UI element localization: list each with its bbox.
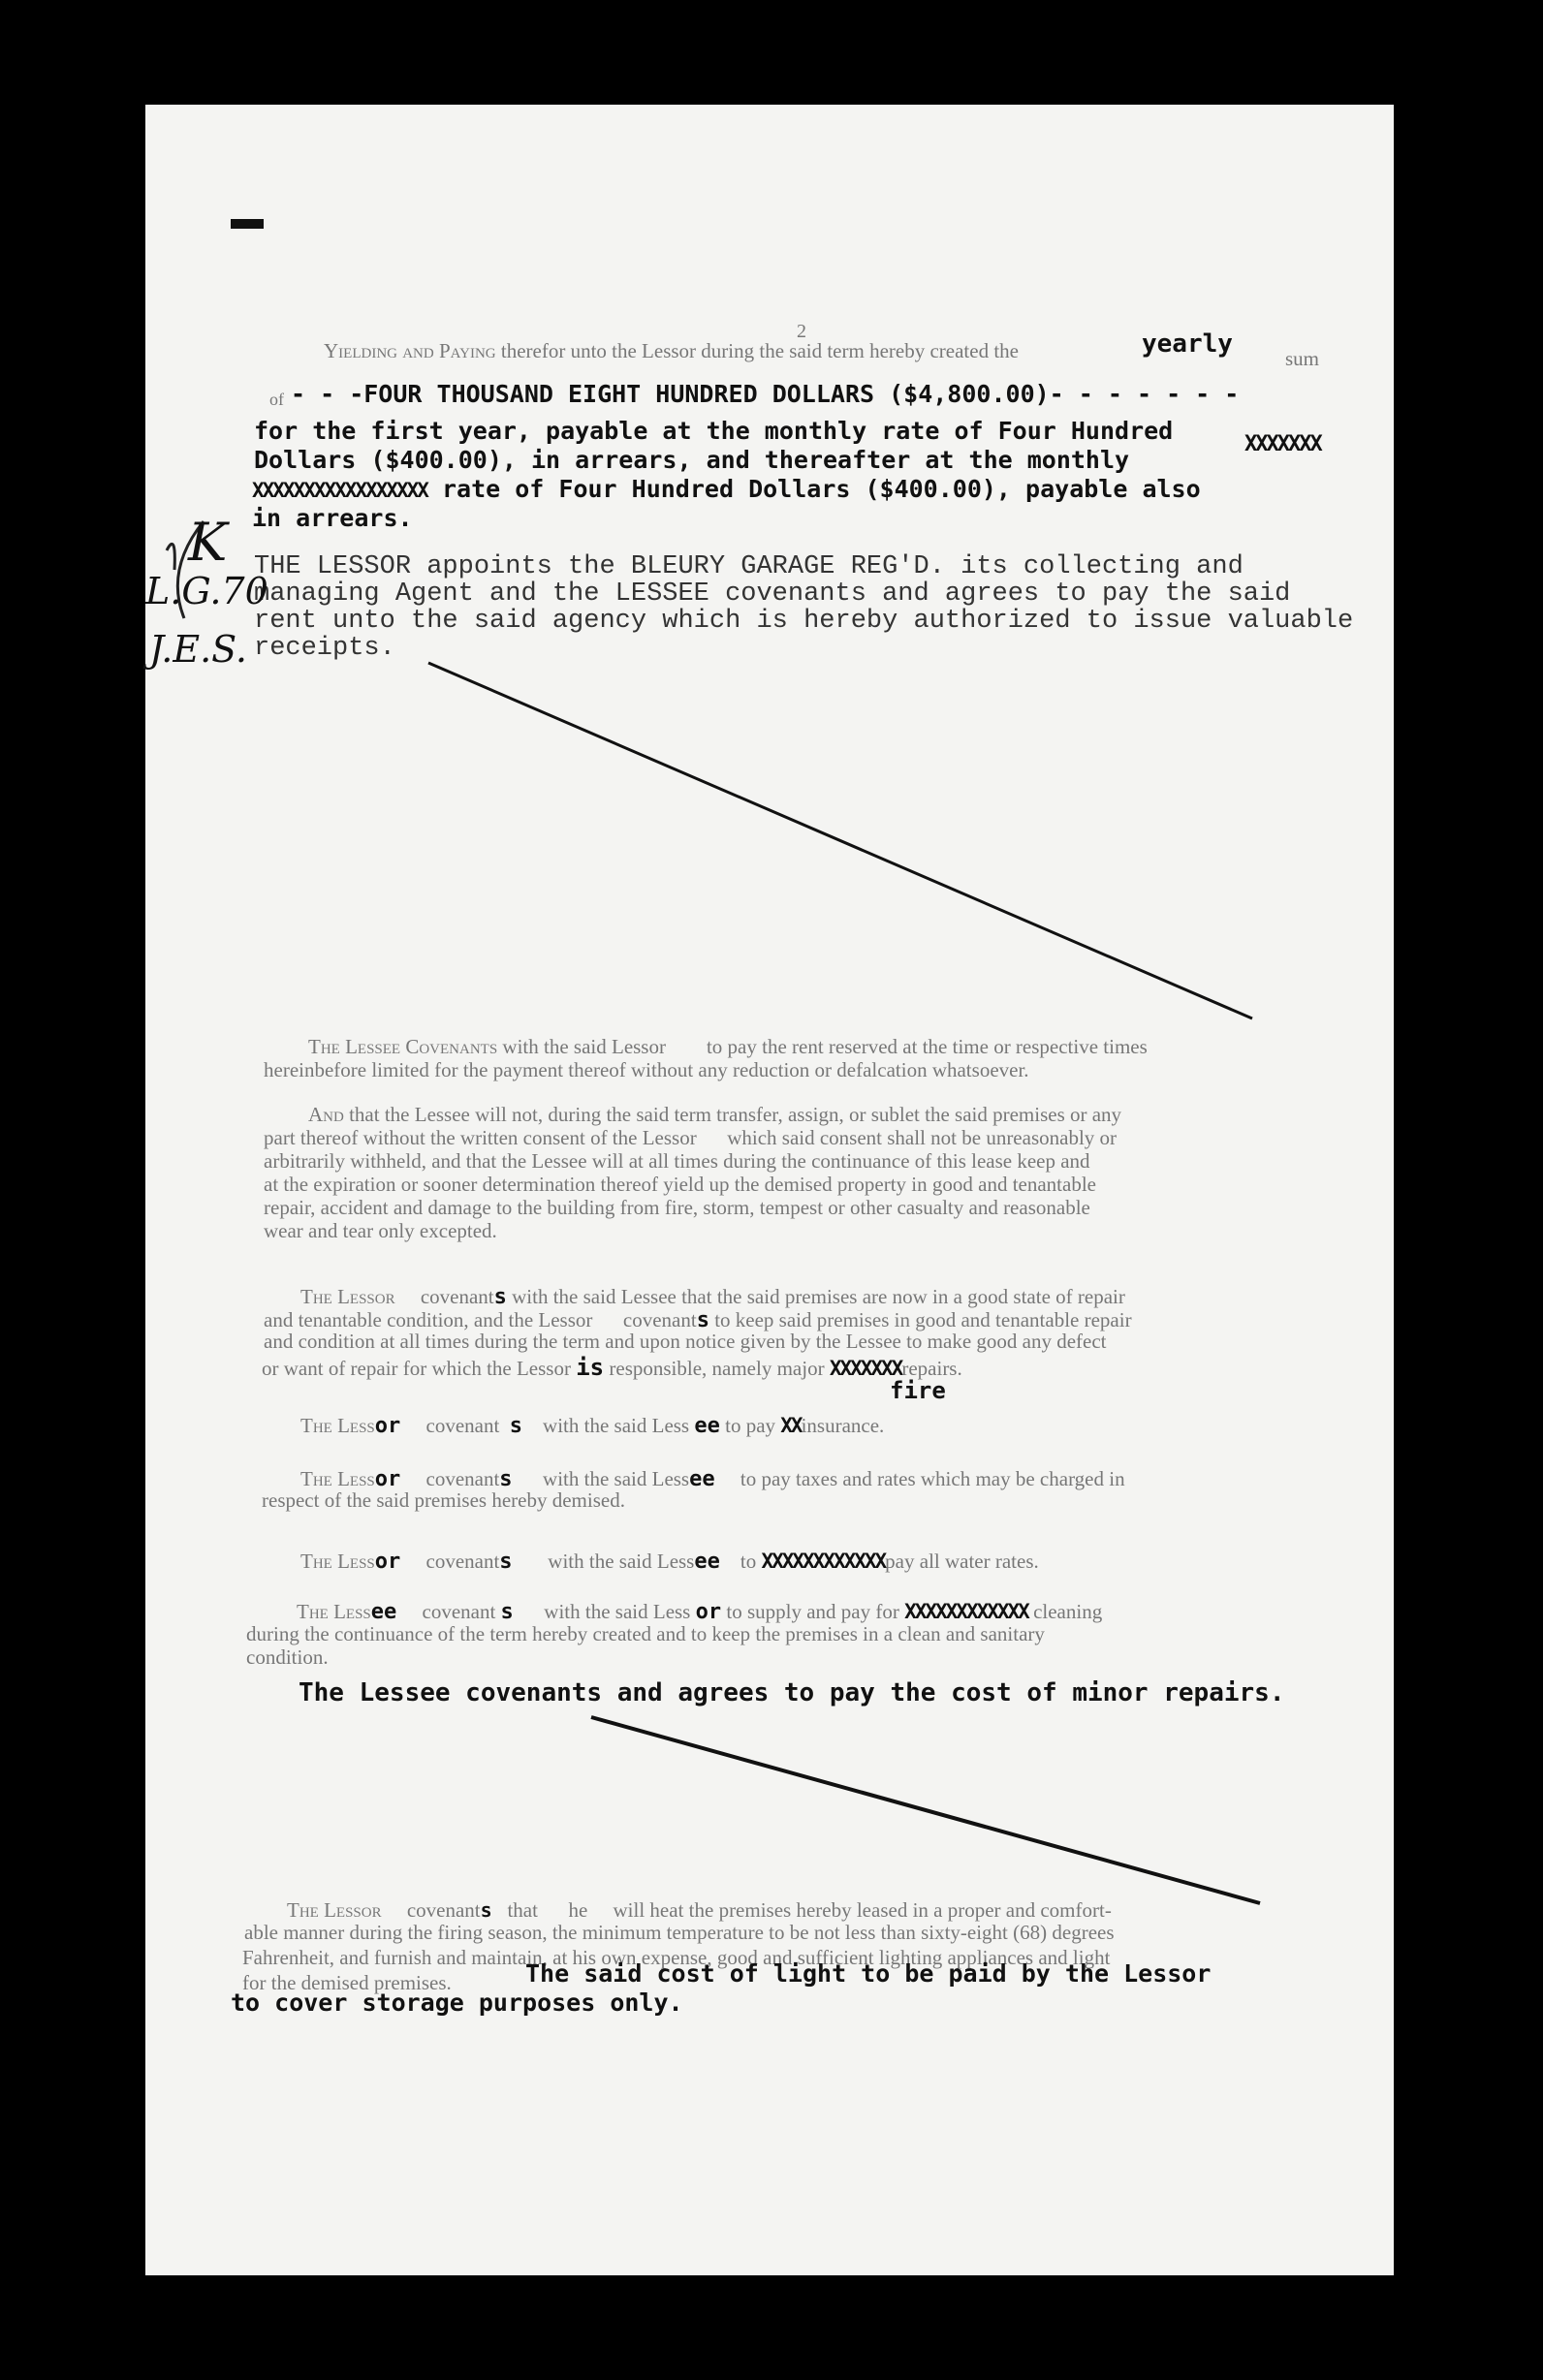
lessee-covenants-line: [308, 1035, 1148, 1058]
yielding-lead: Yielding and Paying: [324, 339, 496, 362]
repair-text: or want of repair for which the Lessor: [262, 1357, 577, 1380]
taxes-mid: with the said Less: [512, 1467, 690, 1490]
cleaning-line: during the continuance of the term hereby created and to keep the premises in a clean and sanitary: [246, 1622, 1045, 1645]
assign-line: repair, accident and damage to the building from fire, storm, tempest or other casualty and reasonable: [264, 1196, 1090, 1219]
initials-jes: J.E.S.: [149, 628, 247, 671]
yielding-line: [324, 339, 1019, 362]
insurance-lead: The Less: [300, 1414, 375, 1437]
agent-clause-line: THE LESSOR appoints the BLEURY GARAGE REG'D. its collecting and: [254, 552, 1244, 581]
assign-line: arbitrarily withheld, and that the Lessee will at all times during the continuance of this lease keep and: [264, 1149, 1090, 1173]
heat-text: will heat the premises hereby leased in a proper and comfort-: [587, 1898, 1112, 1922]
typed-or: or: [374, 1467, 401, 1491]
sum-label: sum: [1285, 347, 1320, 370]
yielding-text: therefor unto the Lessor during the said term hereby created the: [495, 339, 1019, 362]
typed-strike: XXXXXXXXXXXX: [761, 1550, 886, 1573]
cancel-stroke-lower: [591, 1717, 1260, 1903]
typed-line-3-text: rate of Four Hundred Dollars ($400.00), payable also: [426, 475, 1201, 503]
typed-amount: - - -FOUR THOUSAND EIGHT HUNDRED DOLLARS ($4,800.00)- - - - - - -: [291, 380, 1240, 408]
typed-ee: ee: [370, 1600, 397, 1624]
insurance-mid: with the said Less: [522, 1414, 695, 1437]
heat-line: able manner during the firing season, the minimum temperature to be not less than sixty-eight (68) degrees: [244, 1921, 1115, 1944]
typed-s: s: [509, 1414, 523, 1438]
heat-text: for the demised premises.: [242, 1971, 457, 1994]
typed-s: s: [696, 1308, 709, 1332]
typed-storage: to cover storage purposes only.: [231, 1989, 683, 2017]
cleaning-mid: with the said Less: [513, 1600, 696, 1623]
lessee-covenants-lead: The Lessee Covenants: [308, 1035, 498, 1058]
typed-line-4: in arrears.: [252, 504, 413, 532]
repair-text: to keep said premises in good and tenantable repair: [709, 1308, 1132, 1331]
repair-lead: The Lessor: [300, 1285, 395, 1308]
assign-line: part thereof without the written consent of the Lessor which said consent shall not be unreasonably or: [264, 1126, 1118, 1149]
water-lead: The Less: [300, 1550, 375, 1573]
agent-clause-line: managing Agent and the LESSEE covenants and agrees to pay the said: [254, 579, 1291, 609]
repair-text: responsible, namely major: [604, 1357, 830, 1380]
typed-is: is: [576, 1354, 605, 1381]
typed-yearly: yearly: [1142, 329, 1233, 359]
typed-s: s: [500, 1600, 514, 1624]
typed-strike-1: XXXXXXX: [1244, 432, 1321, 456]
repair-text: repairs.: [901, 1357, 962, 1380]
lessee-covenants-line: hereinbefore limited for the payment thereof without any reduction or defalcation whatsoever.: [264, 1058, 1029, 1081]
heat-that: that: [491, 1898, 569, 1922]
assign-line: wear and tear only excepted.: [264, 1219, 497, 1242]
water-covenant: covenant: [400, 1550, 500, 1573]
assign-text: that the Lessee will not, during the said term transfer, assign, or sublet the said premises or any: [343, 1103, 1122, 1126]
assign-lead: And: [308, 1103, 344, 1126]
insurance-covenant: covenant: [400, 1414, 510, 1437]
typed-ee: ee: [694, 1414, 720, 1438]
repair-line: [262, 1353, 962, 1383]
assign-line: [308, 1103, 1121, 1126]
typed-fire: fire: [890, 1377, 946, 1404]
typed-strike: XXXXXXXXXXXX: [904, 1600, 1028, 1623]
repair-covenant: covenant: [394, 1285, 494, 1308]
typed-ee: ee: [694, 1550, 720, 1574]
typed-s: s: [480, 1898, 492, 1922]
cleaning-covenant: covenant: [396, 1600, 501, 1623]
typed-s: s: [493, 1285, 507, 1309]
insurance-to-pay: to pay: [719, 1414, 781, 1437]
initials-lg: L.G.70: [145, 570, 268, 612]
page-number: 2: [797, 321, 806, 342]
typed-line-1: for the first year, payable at the monthly rate of Four Hundred: [254, 417, 1174, 445]
insurance-end: insurance.: [801, 1414, 885, 1437]
typed-strike: XX: [780, 1414, 802, 1437]
assign-line: at the expiration or sooner determination thereof yield up the demised property in good and tenantable: [264, 1173, 1096, 1196]
taxes-text: to pay taxes and rates which may be charged in: [714, 1467, 1125, 1490]
typed-or: or: [695, 1600, 722, 1624]
typed-s: s: [499, 1550, 513, 1574]
initials-k: K: [188, 512, 228, 573]
heat-he: he: [568, 1898, 588, 1922]
water-end: pay all water rates.: [885, 1550, 1039, 1573]
typed-or: or: [374, 1550, 401, 1574]
water-mid: with the said Less: [512, 1550, 695, 1573]
heat-line: Fahrenheit, and furnish and maintain, at his own expense, good and sufficient lighting appliances and light: [242, 1946, 1111, 1969]
water-line: [300, 1547, 1039, 1577]
cancel-stroke-upper: [428, 663, 1252, 1018]
typed-or: or: [374, 1414, 401, 1438]
typed-minor-repairs: The Lessee covenants and agrees to pay the cost of minor repairs.: [299, 1678, 1285, 1707]
repair-text: and tenantable condition, and the Lessor covenant: [264, 1308, 697, 1331]
cleaning-line: condition.: [246, 1645, 329, 1669]
agent-clause-line: rent unto the said agency which is hereby authorized to issue valuable: [254, 607, 1354, 636]
of-label: of: [269, 390, 284, 409]
taxes-line: respect of the said premises hereby demised.: [262, 1488, 625, 1512]
lease-page: [145, 105, 1394, 2275]
repair-line: and condition at all times during the term and upon notice given by the Lessee to make good any defect: [264, 1330, 1107, 1353]
cleaning-lead: The Less: [297, 1600, 371, 1623]
taxes-lead: The Less: [300, 1467, 375, 1490]
heat-covenant: covenant: [381, 1898, 481, 1922]
lessee-covenants-text: with the said Lessor to pay the rent reserved at the time or respective times: [497, 1035, 1148, 1058]
typed-strike: XXXXXXX: [829, 1357, 902, 1380]
repair-text: with the said Lessee that the said premises are now in a good state of repair: [506, 1285, 1125, 1308]
heat-lead: The Lessor: [287, 1898, 382, 1922]
cleaning-end: cleaning: [1027, 1600, 1103, 1623]
typed-ee: ee: [689, 1467, 715, 1491]
cleaning-text: to supply and pay for: [721, 1600, 905, 1623]
taxes-covenant: covenant: [400, 1467, 500, 1490]
insurance-line: [300, 1411, 884, 1441]
water-to: to: [719, 1550, 762, 1573]
typed-s: s: [499, 1467, 513, 1491]
typed-light-cost: The said cost of light to be paid by the Lessor: [525, 1959, 1212, 1988]
typed-strike-3: XXXXXXXXXXXXXXXXX: [252, 479, 427, 502]
typed-line-3: [252, 475, 1201, 505]
typed-line-2: Dollars ($400.00), in arrears, and thereafter at the monthly: [254, 446, 1130, 474]
agent-clause-line: receipts.: [254, 634, 395, 663]
